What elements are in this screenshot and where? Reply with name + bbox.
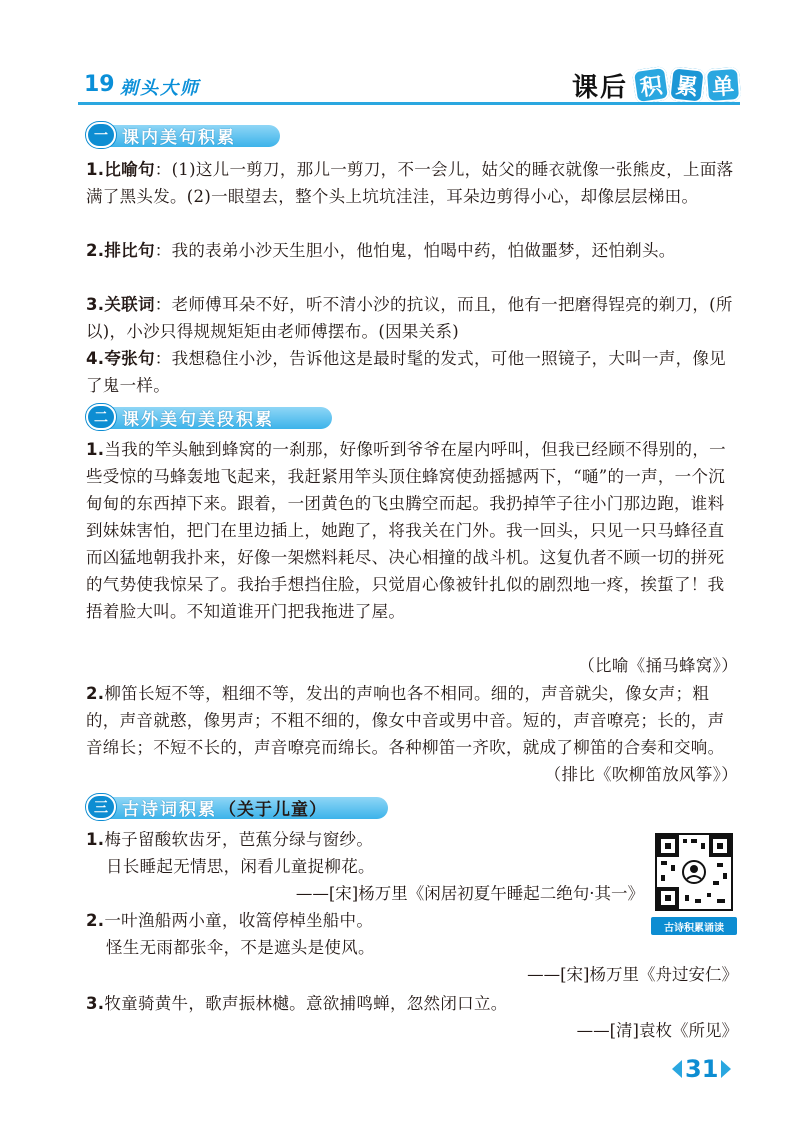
poem-text: 牧童骑黄牛，歌声振林樾。意欲捕鸣蝉，忽然闭口立。 [104, 994, 508, 1013]
section-title: 课外美句美段积累 [122, 409, 274, 430]
item-number: 3. [86, 295, 105, 314]
item-number: 2. [86, 911, 105, 930]
item-text: 当我的竿头触到蜂窝的一刹那，好像听到爷爷在屋内呼叫，但我已经顾不得别的，一些受惊的马蜂轰地飞起来，我赶紧用竿头顶住蜂窝使劲摇撼两下，“嗵”的一声，一个沉甸甸的东西掉下来。跟着，一团黄色的飞虫腾空而起。我扔掉竿子往小门那边跑，谁料到妹妹害怕，把门在里边插上，她跑了，将我关在门外。我一回头，只见一只马蜂径直而凶猛地朝我扑来，好像一架燃料耗尽、决心相撞的战斗机。这复仇者不顾一切的拼死的气势使我惊呆了。我抬手想挡住脸，只觉眉心像被针扎似的剧烈地一疼，挨蜇了！我捂着脸大叫。不知道谁开门把我拖进了屋。 [86, 440, 726, 621]
header-divider [78, 102, 740, 105]
poem-text: 一叶渔船两小童，收篙停棹坐船中。 [104, 911, 374, 930]
section-header-1 [86, 122, 236, 148]
page-number [672, 1054, 731, 1084]
section-number: 一 [86, 122, 116, 148]
poem-1-line-1 [86, 826, 373, 853]
item-text: ：我想稳住小沙，告诉他这是最时髦的发式，可他一照镜子，大叫一声，像见了鬼一样。 [86, 349, 726, 395]
sec2-item-1 [86, 436, 738, 625]
brand-title [572, 66, 740, 104]
section-header-2 [86, 404, 274, 430]
item-label: 关联词 [104, 295, 155, 314]
item-number: 2. [86, 241, 105, 260]
page-next-arrow-icon [721, 1060, 731, 1078]
item-text: 柳笛长短不等，粗细不等，发出的声响也各不相同。细的，声音就尖，像女声；粗的，声音就憨，像男声；不粗不细的，像女中音或男中音。短的，声音嘹亮；长的，声音绵长；不短不长的，声音嘹亮而绵长。各种柳笛一齐吹，就成了柳笛的合奏和交响。 [86, 684, 725, 757]
sec1-item-3 [86, 291, 738, 345]
qr-label: 古诗积累诵读 [651, 917, 737, 935]
section-number: 三 [86, 794, 116, 820]
poem-2-line-2: 怪生无雨都张伞，不是遮头是使风。 [106, 938, 375, 957]
sec1-item-4 [86, 345, 738, 399]
sec1-item-1 [86, 156, 738, 210]
brand-badge-3: 单 [705, 67, 741, 103]
sec2-item-2 [86, 680, 738, 761]
qr-code-graphic [657, 835, 731, 909]
sec2-item-2-source: （排比《吹柳笛放风筝》） [544, 765, 738, 784]
section-header-3 [86, 794, 327, 820]
item-number: 1. [86, 160, 105, 179]
item-number: 3. [86, 994, 105, 1013]
item-text: ：老师傅耳朵不好，听不清小沙的抗议，而且，他有一把磨得锃亮的剃刀，(所以)，小沙只得规规矩矩由老师傅摆布。(因果关系) [86, 295, 733, 341]
poem-3-source: ——[清]袁枚《所见》 [576, 1021, 738, 1040]
section-subtitle: （关于儿童） [219, 799, 327, 820]
section-title: 古诗词积累 [122, 799, 217, 820]
item-text: ：(1)这儿一剪刀，那儿一剪刀，不一会儿，姑父的睡衣就像一张熊皮，上面落满了黑头发。(2)一眼望去，整个头上坑坑洼洼，耳朵边剪得小心，却像层层梯田。 [86, 160, 734, 206]
brand-plain-text: 课后 [571, 72, 628, 103]
poem-text: 梅子留酸软齿牙，芭蕉分绿与窗纱。 [104, 830, 374, 849]
sec1-item-2 [86, 237, 738, 264]
page-number-text: 31 [685, 1055, 719, 1083]
poem-2-source: ——[宋]杨万里《舟过安仁》 [527, 965, 738, 984]
brand-badge-2: 累 [668, 66, 705, 103]
qr-code-icon[interactable] [655, 833, 733, 911]
lesson-number: 19 [84, 72, 115, 97]
item-label: 排比句 [104, 241, 155, 260]
item-number: 1. [86, 440, 105, 459]
page-header [78, 66, 740, 106]
section-title: 课内美句积累 [122, 127, 236, 148]
item-number: 4. [86, 349, 105, 368]
item-text: ：我的表弟小沙天生胆小，他怕鬼，怕喝中药，怕做噩梦，还怕剃头。 [154, 241, 676, 260]
sec2-item-1-source: （比喻《捅马蜂窝》） [578, 656, 738, 675]
poem-2-line-1 [86, 907, 373, 934]
item-number: 2. [86, 684, 105, 703]
item-number: 1. [86, 830, 105, 849]
item-label: 夸张句 [104, 349, 155, 368]
poem-1-source: ——[宋]杨万里《闲居初夏午睡起二绝句·其一》 [295, 884, 644, 903]
brand-badge-1: 积 [632, 66, 670, 104]
page-prev-arrow-icon [672, 1060, 682, 1078]
qr-code-block[interactable] [651, 833, 737, 937]
section-number: 二 [86, 404, 116, 430]
poem-1-line-2: 日长睡起无情思，闲看儿童捉柳花。 [106, 857, 375, 876]
poem-3-line-1 [86, 990, 508, 1017]
item-label: 比喻句 [104, 160, 155, 179]
lesson-title: 剃头大师 [120, 78, 200, 99]
